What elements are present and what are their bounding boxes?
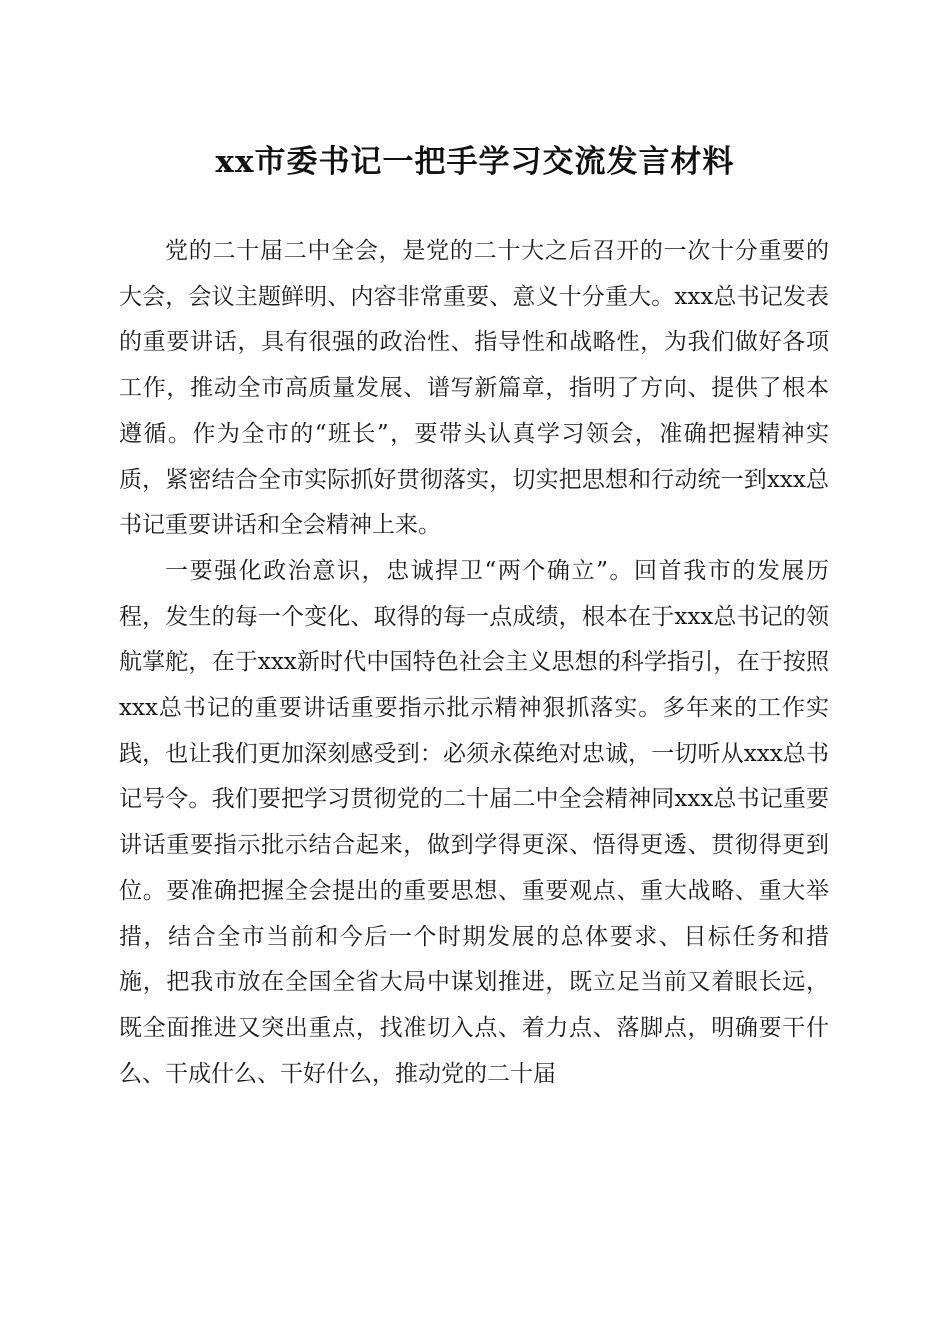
document-title: xx市委书记一把手学习交流发言材料 xyxy=(215,144,735,180)
paragraph-1: 党的二十届二中全会，是党的二十大之后召开的一次十分重要的大会，会议主题鲜明、内容非常重要、意义十分重大。xxx总书记发表的重要讲话，具有很强的政治性、指导性和战略性，为我们做好各项工作，推动全市高质量发展、谱写新篇章，指明了方向、提供了根本遵循。作为全市的“班长”，要带头认真学习领会，准确把握精神实质，紧密结合全市实际抓好贯彻落实，切实把思想和行动统一到xxx总书记重要讲话和全会精神上来。 xyxy=(119,238,829,539)
paragraph-2: 一要强化政治意识，忠诚捍卫“两个确立”。回首我市的发展历程，发生的每一个变化、取得的每一点成绩，根本在于xxx总书记的领航掌舵，在于xxx新时代中国特色社会主义思想的科学指引，在于按照xxx总书记的重要讲话重要指示批示精神狠抓落实。多年来的工作实践，也让我们更加深刻感受到：必须永葆绝对忠诚，一切听从xxx总书记号令。我们要把学习贯彻党的二十届二中全会精神同xxx总书记重要讲话重要指示批示结合起来，做到学得更深、悟得更透、贯彻得更到位。要准确把握全会提出的重要思想、重要观点、重大战略、重大举措，结合全市当前和今后一个时期发展的总体要求、目标任务和措施，把我市放在全国全省大局中谋划推进，既立足当前又着眼长远，既全面推进又突出重点，找准切入点、着力点、落脚点，明确要干什么、干成什么、干好什么，推动党的二十届 xyxy=(119,557,829,1087)
document-body xyxy=(119,229,829,1097)
